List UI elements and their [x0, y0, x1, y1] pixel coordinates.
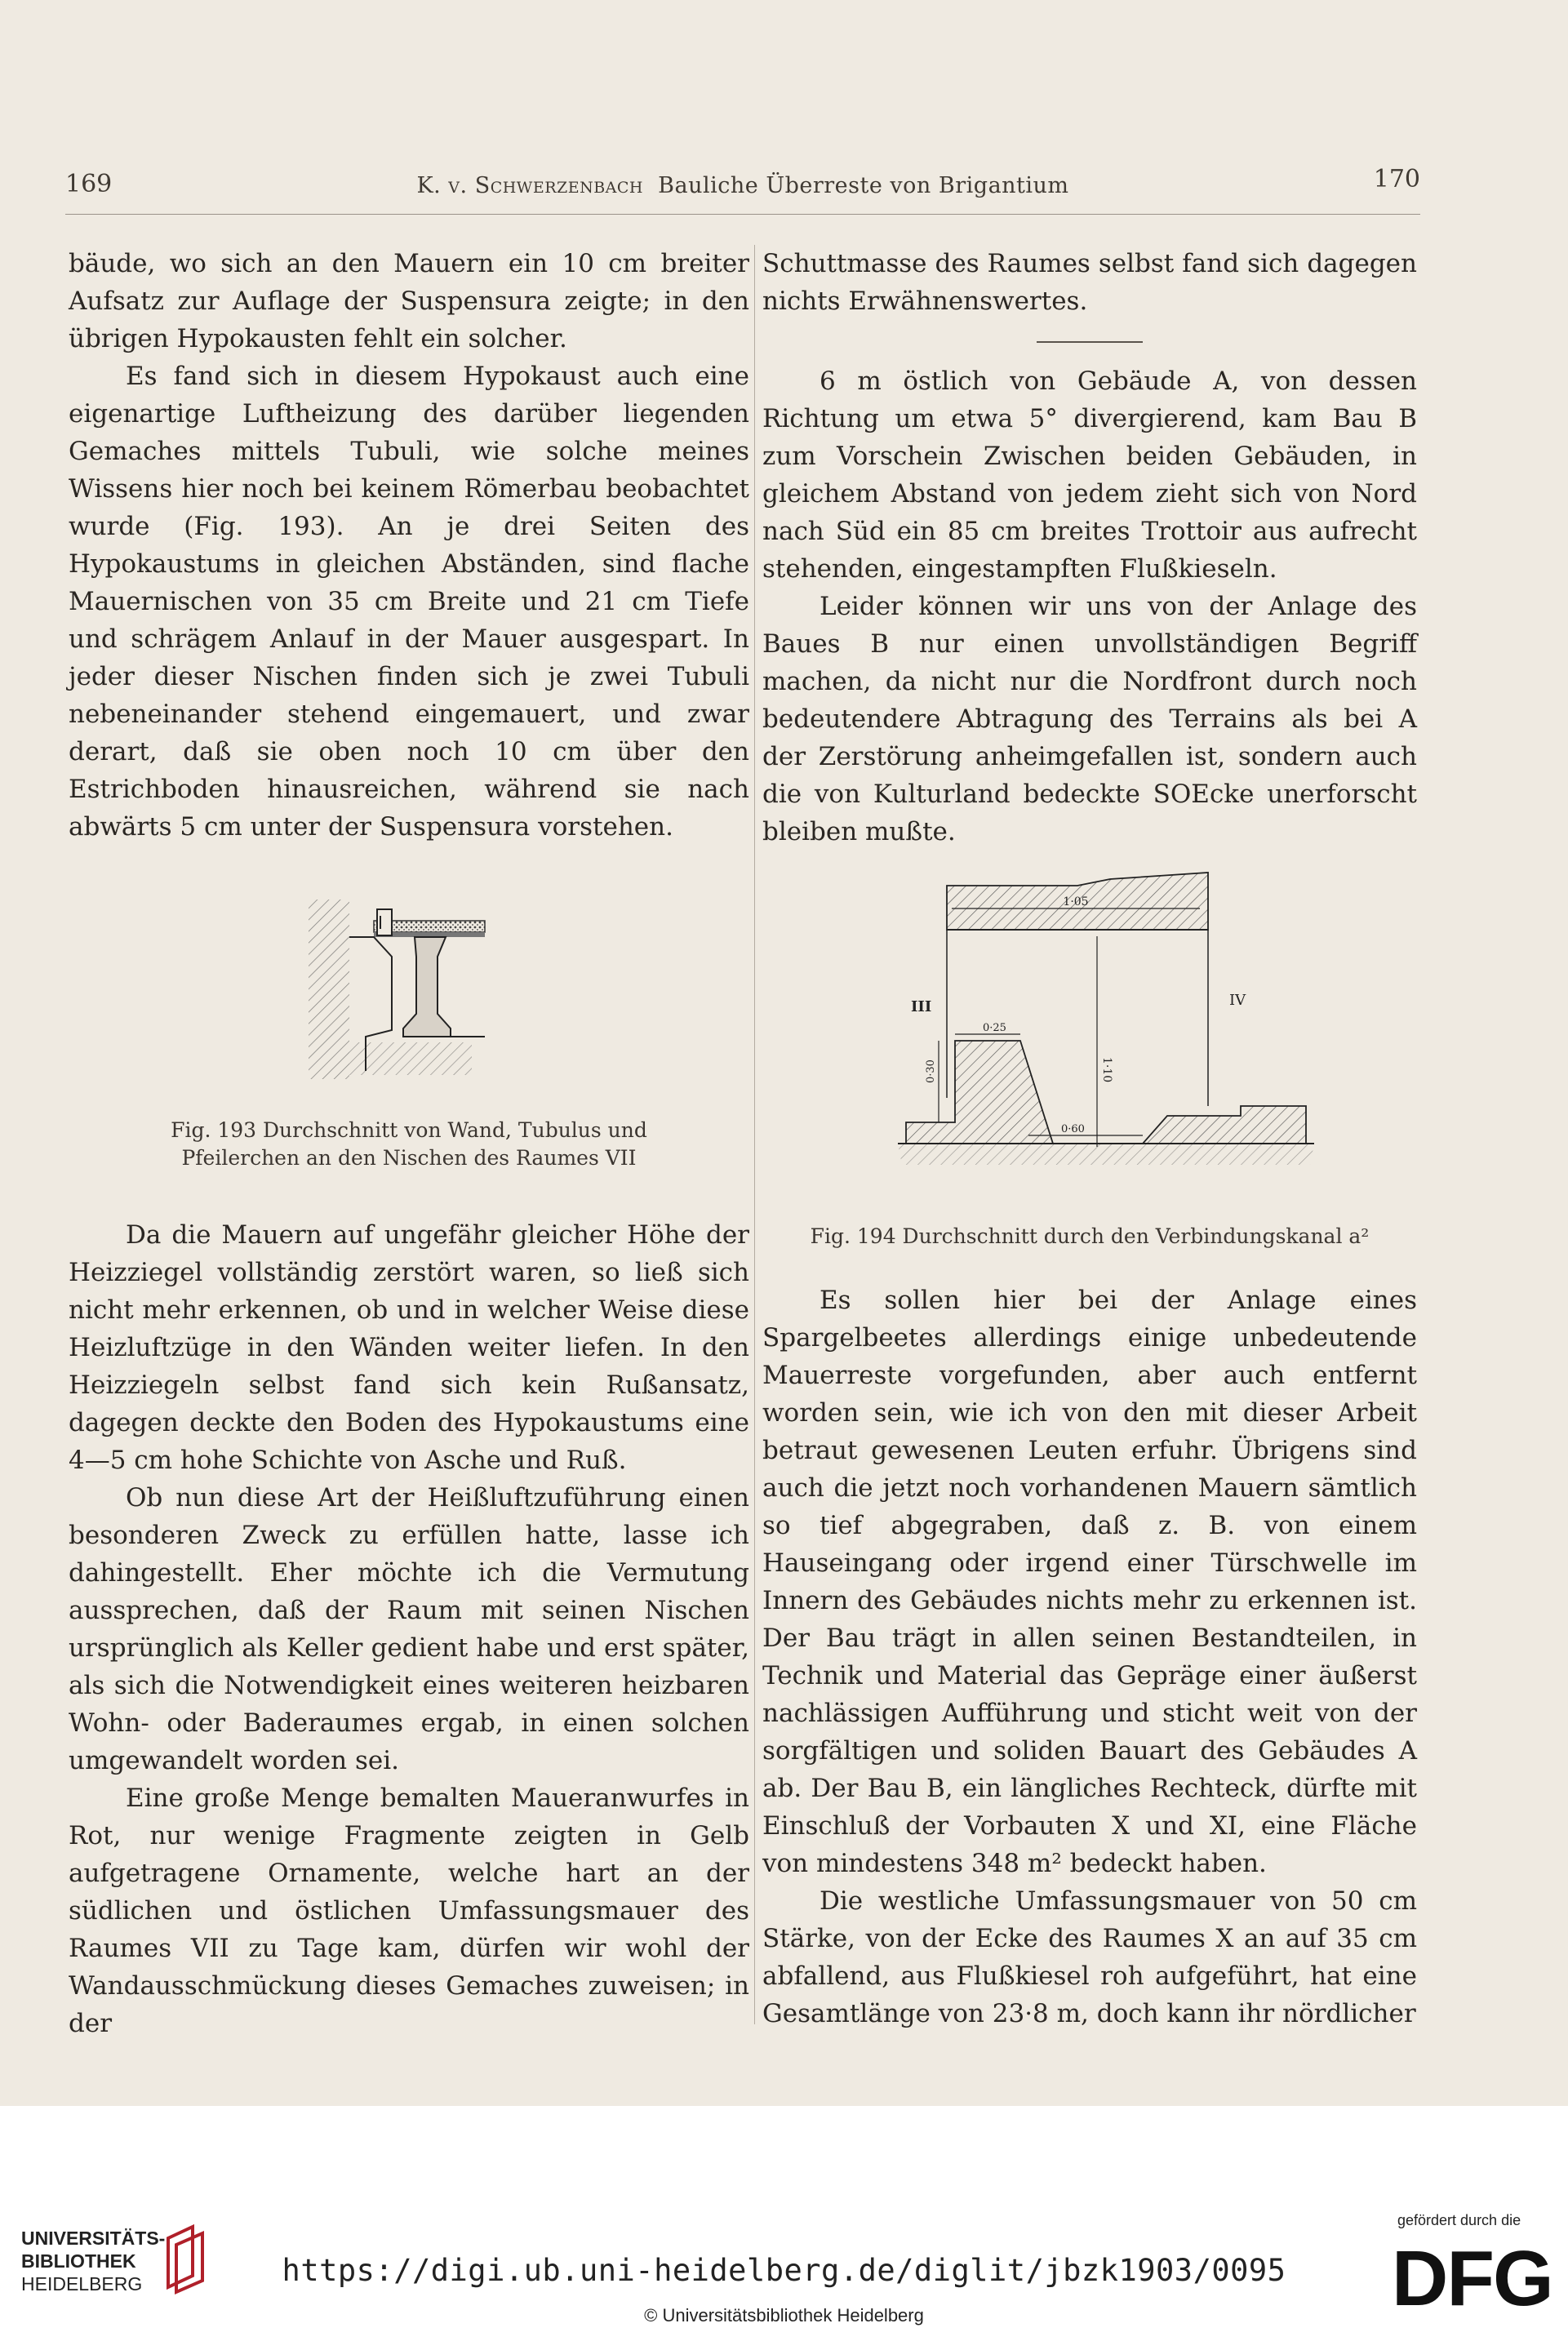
dim-width-label: 0·25 — [983, 1022, 1006, 1034]
right-column-top — [762, 245, 1417, 851]
left-column-top — [69, 245, 749, 846]
room-label-III: III — [911, 998, 932, 1015]
paragraph: Es fand sich in diesem Hypokaust auch eine eigenartige Luftheizung des darüber liegenden Gemaches mittels Tubuli, wie solche meines Wissens hier noch bei keinem Römerbau beobachtet wurde (Fig. 193). An je drei Seiten des Hypokaustums in gleichen Abständen, sind flache Mauernischen von 35 cm Breite und 21 cm Tiefe und schrägem Anlauf in der Mauer ausgespart. In jeder dieser Nischen finden sich je zwei Tubuli nebeneinander stehend eingemauert, und zwar derart, daß sie oben noch 10 cm über den Estrichboden hinausreichen, während sie nach abwärts 5 cm unter der Suspensura vorstehen. — [69, 362, 749, 842]
room-label-IV: IV — [1229, 992, 1246, 1009]
dim-height-label: 1·10 — [1100, 1057, 1113, 1083]
paragraph: Die westliche Umfassungsmauer von 50 cm Stärke, von der Ecke des Raumes X an auf 35 cm abfallend, aus Flußkiesel roh aufgeführt, hat eine Gesamtlänge von 23·8 m, doch kann ihr nördlicher — [762, 1886, 1417, 2028]
figure-193-caption: Fig. 193 Durchschnitt von Wand, Tubulus und Pfeilerchen an den Nischen des Raumes VII — [171, 1118, 647, 1170]
right-column-bottom — [762, 1282, 1417, 2032]
running-title — [65, 173, 1420, 198]
dim-side-label: 0·30 — [925, 1059, 937, 1083]
dfg-logo: DFG — [1392, 2235, 1552, 2322]
permalink-url[interactable]: https://digi.ub.uni-heidelberg.de/diglit/jbzk1903/0095 — [282, 2253, 1286, 2288]
paragraph: Schuttmasse des Raumes selbst fand sich dagegen nichts Erwähnenswertes. — [762, 249, 1417, 316]
paragraph: Es sollen hier bei der Anlage eines Spargelbeetes allerdings einige unbedeutende Mauerreste vorgefunden, aber auch entfernt worden sein, wie ich von den mit dieser Arbeit betraut gewesenen Leuten erfuhr. Übrigens sind auch die jetzt noch vorhandenen Mauern sämtlich so tief abgegraben, daß z. B. von einem Hauseingang oder irgend einer Türschwelle im Innern des Gebäudes nichts mehr zu erkennen ist. Der Bau trägt in allen seinen Bestandteilen, in Technik und Material das Gepräge einer äußerst nachlässigen Aufführung und sticht weit von der sorgfältigen und soliden Bauart des Gebäudes A ab. Der Bau B, ein längliches Rechteck, dürfte mit Einschluß der Vorbauten X und XI, eine Fläche von mindestens 348 m² bedeckt haben. — [762, 1286, 1417, 1878]
paragraph: Leider können wir uns von der Anlage des Baues B nur einen unvollständigen Begriff machen, da nicht nur die Nordfront durch noch bedeutendere Abtragung des Terrains als bei A der Zerstörung anheimgefallen ist, sondern auch die von Kulturland bedeckte SOEcke unerforscht bleiben mußte. — [762, 592, 1417, 846]
page-number-left: 169 — [65, 170, 113, 198]
paragraph: Ob nun diese Art der Heißluftzuführung einen besonderen Zweck zu erfüllen hatte, lasse ich dahingestellt. Eher möchte ich die Vermutung aussprechen, daß der Raum mit seinen Nischen ursprünglich als Keller gedient habe und erst später, als sich die Notwendigkeit eines weiteren heizbaren Wohn- oder Baderaumes ergab, in einen solchen umgewandelt worden sei. — [69, 1483, 749, 1775]
paragraph: Eine große Menge bemalten Maueranwurfes in Rot, nur wenige Fragmente zeigten in Gelb aufgetragene Ornamente, welche hart an der südlichen und östlichen Umfassungsmauer des Raumes VII zu Tage kam, dürfen wir wohl der Wandausschmückung dieses Gemaches zuweisen; in der — [69, 1784, 749, 2038]
column-divider — [754, 245, 755, 2024]
paragraph: bäude, wo sich an den Mauern ein 10 cm breiter Aufsatz zur Auflage der Suspensura zeigte; in den übrigen Hypokausten fehlt ein solcher. — [69, 249, 749, 353]
library-logo-text: UNIVERSITÄTS- BIBLIOTHEK HEIDELBERG — [21, 2228, 166, 2294]
figure-194-drawing — [898, 861, 1322, 1167]
paragraph: Da die Mauern auf ungefähr gleicher Höhe der Heizziegel vollständig zerstört waren, so ließ sich nicht mehr erkennen, ob und in welcher Weise diese Heizluftzüge in den Wänden weiter liefen. In den Heizziegeln selbst fand sich kein Rußansatz, dagegen deckte den Boden des Hypokaustums eine 4—5 cm hohe Schichte von Asche und Ruß. — [69, 1220, 749, 1475]
page-number-right: 170 — [1373, 165, 1420, 193]
left-column-bottom — [69, 1216, 749, 2042]
dim-base-label: 0·60 — [1061, 1123, 1085, 1135]
book-title: Bauliche Überreste von Brigantium — [658, 173, 1069, 198]
figure-193-drawing — [302, 891, 490, 1081]
author: K. v. Schwerzenbach — [416, 173, 643, 198]
copyright-notice: © Universitätsbibliothek Heidelberg — [644, 2305, 924, 2326]
figure-194-caption: Fig. 194 Durchschnitt durch den Verbindungskanal a² — [810, 1224, 1370, 1248]
dim-top-label: 1·05 — [1063, 895, 1089, 908]
section-rule — [1037, 341, 1143, 343]
paragraph: 6 m östlich von Gebäude A, von dessen Richtung um etwa 5° divergierend, kam Bau B zum Vorschein Zwischen beiden Gebäuden, in gleichem Abstand von jedem zieht sich von Nord nach Süd ein 85 cm breites Trottoir aus aufrecht stehenden, eingestampften Flußkieseln. — [762, 366, 1417, 584]
running-header — [65, 165, 1420, 211]
header-rule — [65, 214, 1420, 215]
funded-by-text: gefördert durch die — [1397, 2212, 1521, 2228]
